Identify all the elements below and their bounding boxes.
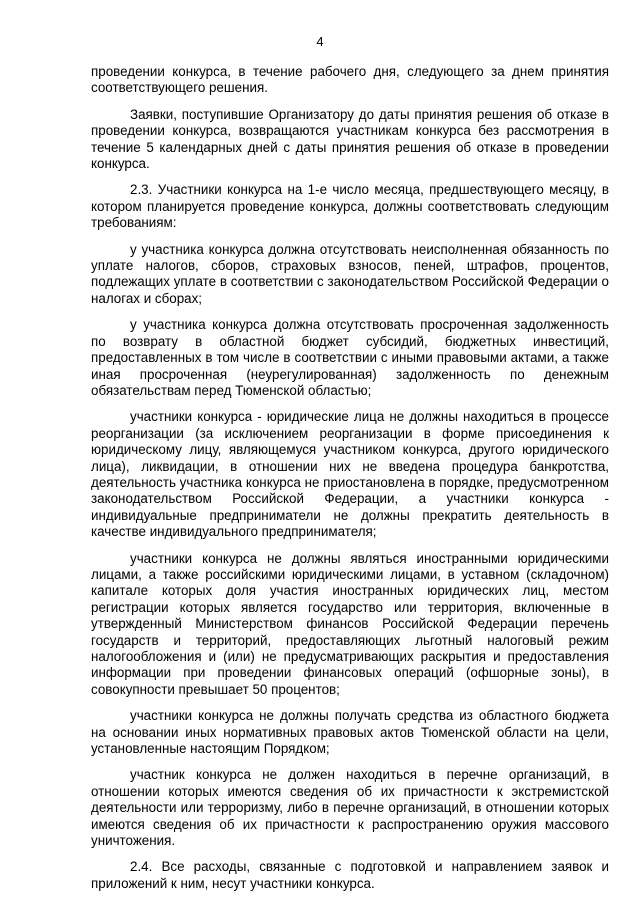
paragraph-section-2-3: 2.3. Участники конкурса на 1-е число месяца, предшествующего месяцу, в котором планируется проведение конкурса, должны соответствовать следующим требованиям: [91, 182, 609, 231]
paragraph-continuation: проведении конкурса, в течение рабочего дня, следующего за днем принятия соответствующего решения. [91, 64, 609, 96]
paragraph-section-2-4: 2.4. Все расходы, связанные с подготовкой и направлением заявок и приложений к ним, несут участники конкурса. [91, 859, 609, 891]
page-number: 4 [316, 34, 324, 49]
paragraph-applications-return: Заявки, поступившие Организатору до даты принятия решения об отказе в проведении конкурса, возвращаются участникам конкурса без рассмотрения в течение 5 календарных дней с даты принятия решения об отказе в проведении конкурса. [91, 106, 609, 172]
paragraph-requirement-funds: участники конкурса не должны получать средства из областного бюджета на основании иных нормативных правовых актов Тюменской области на цели, установленные настоящим Порядком; [91, 708, 609, 757]
paragraph-requirement-reorganization: участники конкурса - юридические лица не должны находиться в процессе реорганизации (за исключением реорганизации в форме присоединения к юридическому лицу, являющемуся участником конкурса, другого юридического лица), ликвидации, в отношении них не введена процедура банкротства, деятельность участника конкурса не приостановлена в порядке, предусмотренном законодательством Российской Федерации, а участники конкурса - индивидуальные предприниматели не должны прекратить деятельность в качестве индивидуального предпринимателя; [91, 409, 609, 540]
paragraph-requirement-extremism: участник конкурса не должен находиться в перечне организаций, в отношении которых имеются сведения об их причастности к экстремистской деятельности или терроризму, либо в перечне организаций, в отношении которых имеются сведения об их причастности к распространению оружия массового уничтожения. [91, 767, 609, 849]
paragraph-requirement-foreign: участники конкурса не должны являться иностранными юридическими лицами, а также российскими юридическими лицами, в уставном (складочном) капитале которых доля участия иностранных юридических лиц, местом регистрации которых является государство или территория, включенные в утвержденный Министерством финансов Российской Федерации перечень государств и территорий, предоставляющих льготный налоговый режим налогообложения и (или) не предусматривающих раскрытия и предоставления информации при проведении финансовых операций (офшорные зоны), в совокупности превышает 50 процентов; [91, 550, 609, 697]
paragraph-requirement-debt: у участника конкурса должна отсутствовать просроченная задолженность по возврату в областной бюджет субсидий, бюджетных инвестиций, предоставленных в том числе в соответствии с иными правовыми актами, а также иная просроченная (неурегулированная) задолженность по денежным обязательствам перед Тюменской областью; [91, 317, 609, 398]
paragraph-requirement-taxes: у участника конкурса должна отсутствовать неисполненная обязанность по уплате налогов, сборов, страховых взносов, пеней, штрафов, процентов, подлежащих уплате в соответствии с законодательством Российской Федерации о налогах и сборах; [91, 241, 609, 306]
document-body [91, 64, 609, 902]
